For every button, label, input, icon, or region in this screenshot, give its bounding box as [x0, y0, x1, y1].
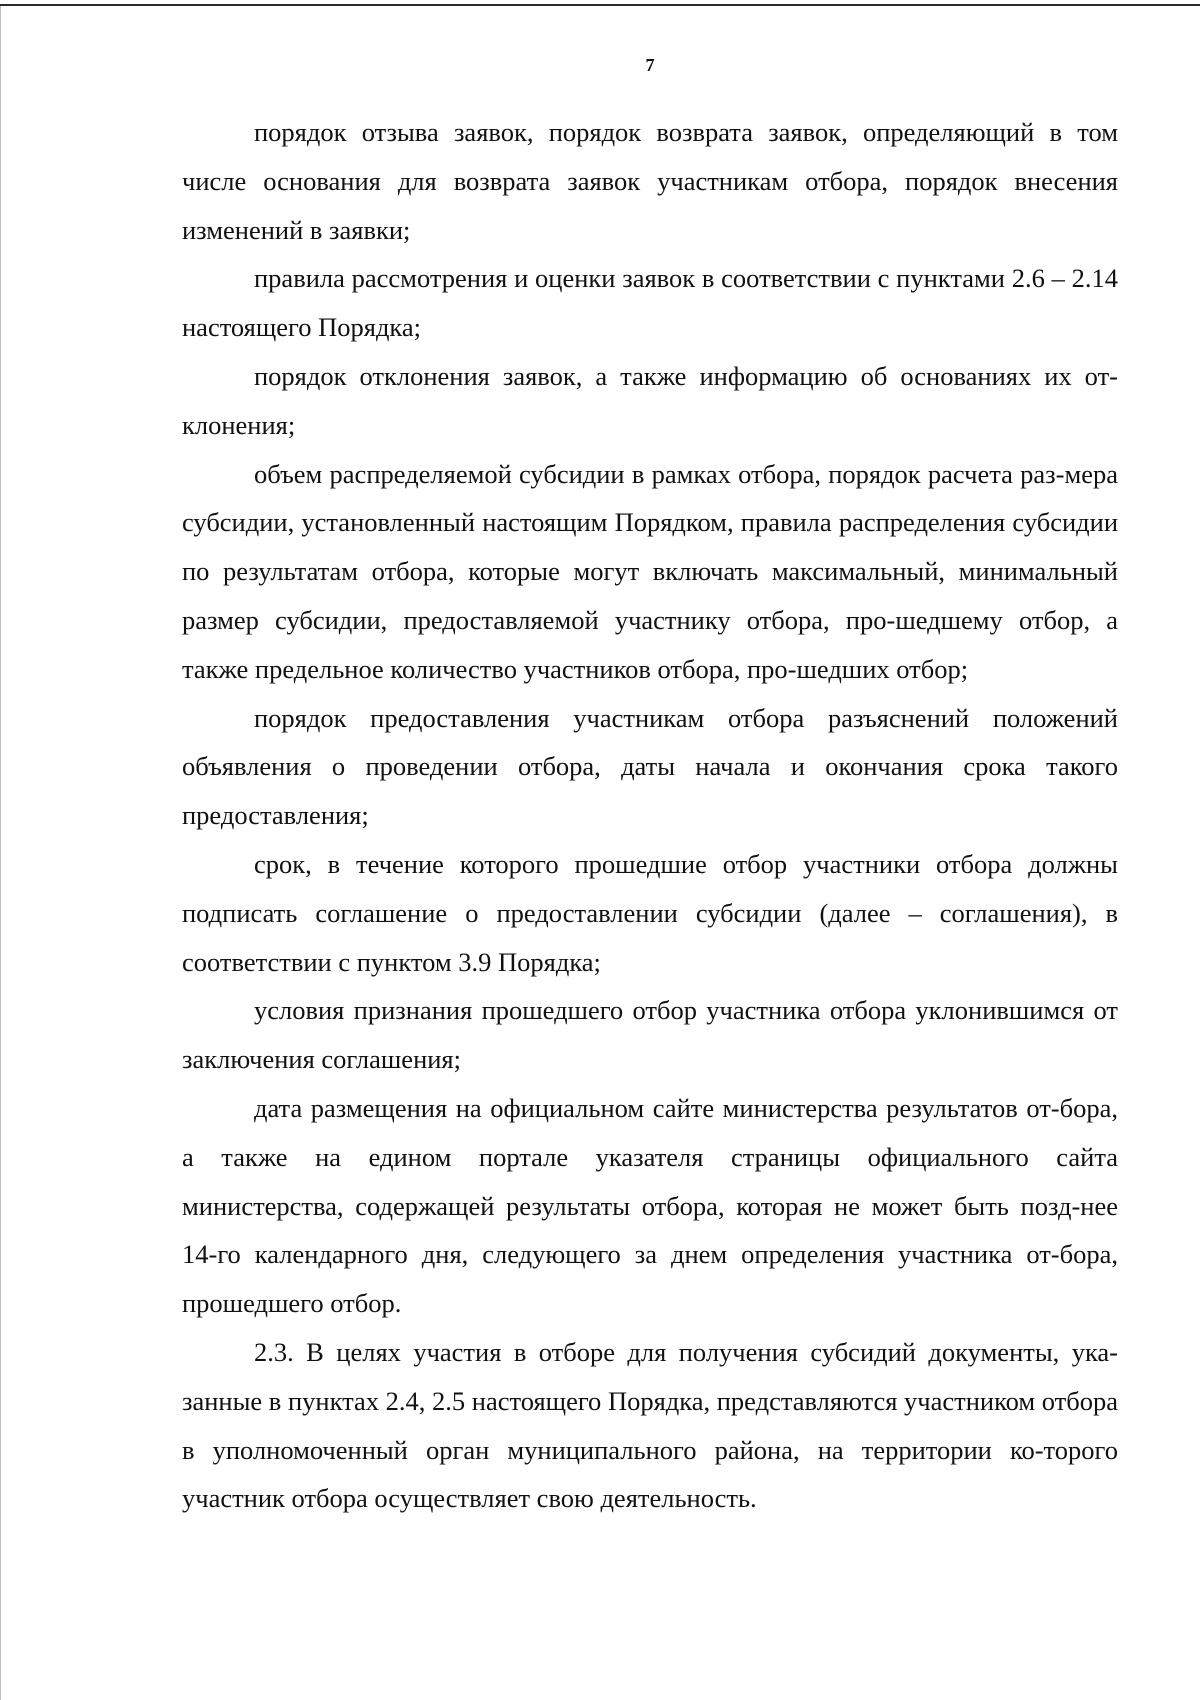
paragraph-clarifications: порядок предоставления участникам отбора разъяснений положений объявления о проведении отбора, даты начала и окончания срока такого предоставления;	[182, 702, 1118, 831]
paragraph-rejection-order: порядок отклонения заявок, а также информацию об основаниях их от-клонения;	[182, 360, 1118, 440]
paragraph-agreement-term: срок, в течение которого прошедшие отбор участники отбора должны подписать соглашение о предоставлении субсидии (далее – соглашения), в соответствии с пунктом 3.9 Порядка;	[182, 848, 1118, 977]
paragraph-subsidy-volume: объем распределяемой субсидии в рамках отбора, порядок расчета раз-мера субсидии, установленный настоящим Порядком, правила распределения субсидии по результатам отбора, которые могут включать максимальный, минимальный размер субсидии, предоставляемой участнику отбора, про-шедшему отбор, а также предельное количество участников отбора, про-шедших отбор;	[182, 458, 1118, 684]
scan-top-border	[0, 4, 1200, 6]
paragraph-withdrawal-order: порядок отзыва заявок, порядок возврата заявок, определяющий в том числе основания для возврата заявок участникам отбора, порядок внесения изменений в заявки;	[182, 117, 1118, 245]
paragraph-evasion-conditions: условия признания прошедшего отбор участника отбора уклонившимся от заключения соглашения;	[182, 995, 1118, 1075]
scan-left-edge	[0, 6, 1, 1700]
paragraph-section-2-3: 2.3. В целях участия в отборе для получения субсидий документы, ука-занные в пунктах 2.4, 2.5 настоящего Порядка, представляются участником отбора в уполномоченный орган муниципального района, на территории ко-торого участник отбора осуществляет свою деятельность.	[182, 1336, 1118, 1514]
paragraph-results-publication: дата размещения на официальном сайте министерства результатов от-бора, а также на едином портале указателя страницы официального сайта министерства, содержащей результаты отбора, которая не может быть позд-нее 14-го календарного дня, следующего за днем определения участника от-бора, прошедшего отбор.	[182, 1092, 1118, 1319]
paragraph-review-rules: правила рассмотрения и оценки заявок в соответствии с пунктами 2.6 – 2.14 настоящего Порядка;	[182, 263, 1118, 343]
document-body	[182, 108, 1118, 1523]
page-number: 7	[645, 55, 655, 75]
